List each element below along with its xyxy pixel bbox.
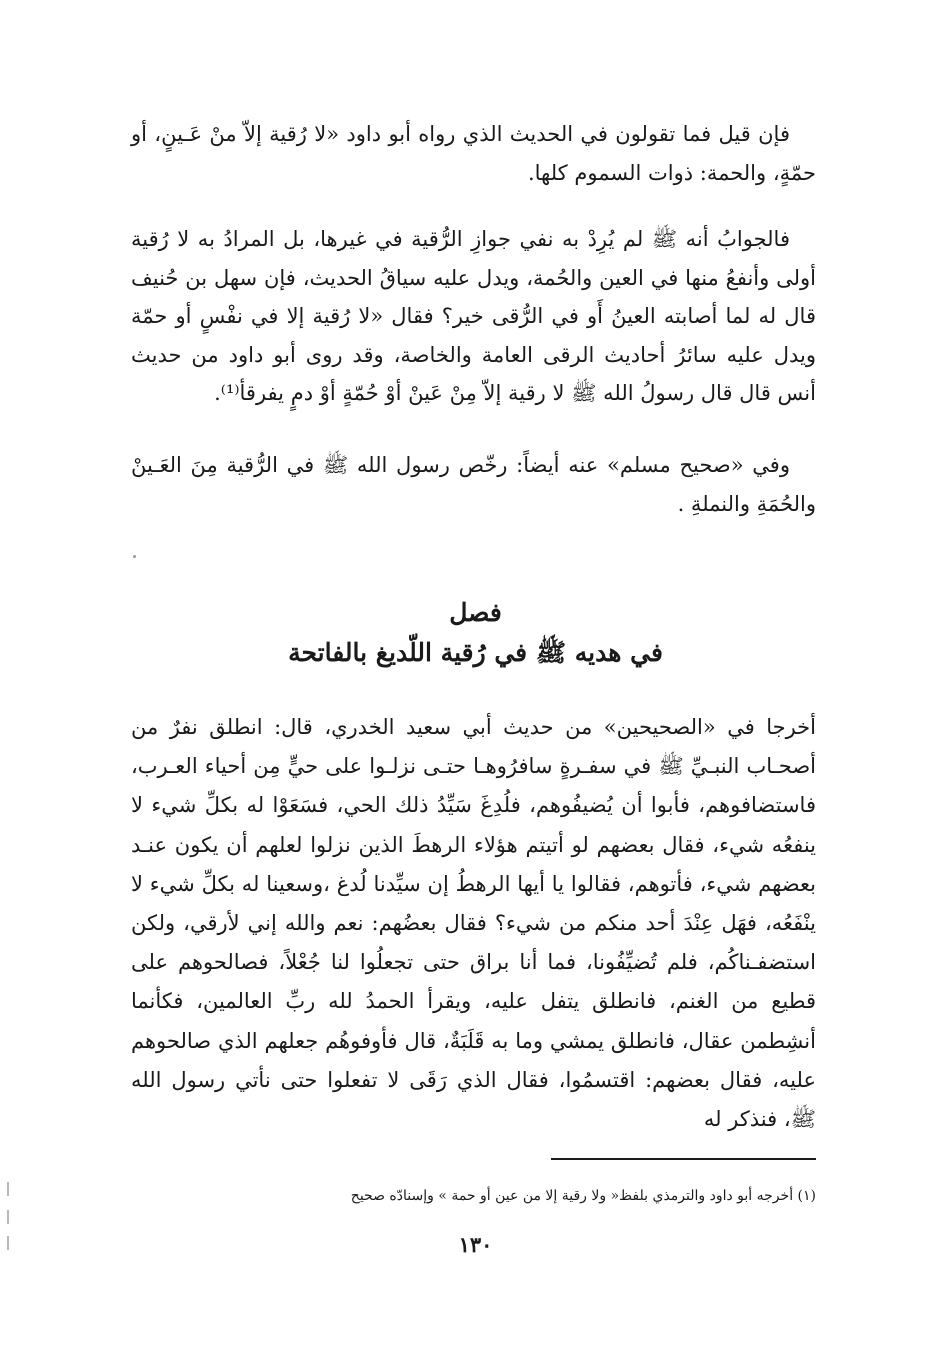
paragraph-text: وفي «صحيح مسلم» عنه أيضاً: رخّص رسول الله ﷺ في الرُّقية مِنَ العَـينْ والحُمَةِ والنملةِ . xyxy=(131,453,816,516)
section-heading xyxy=(0,593,951,673)
scan-margin-mark xyxy=(7,1236,9,1250)
footnote-divider xyxy=(551,1158,816,1160)
page-number: ١٣٠ xyxy=(458,1232,493,1257)
paragraph-answer xyxy=(131,220,816,413)
scan-margin-mark xyxy=(7,1182,9,1196)
paragraph-text: فالجوابُ أنه ﷺ لم يُرِدْ به نفي جوازِ الرُّقية في غيرها، بل المرادُ به لا رُقية أولى وأنفعُ منها في العين والحُمة، ويدل عليه سياقُ الحديث، فإن سهل بن حُنيف قال له لما أصابته العينُ أَو في الرُّقى خير؟ فقال «لا رُقية إلا في نفْسٍ أو حمّة ويدل عليه سائرُ أحاديث الرقى العامة والخاصة، وقد روى أبو داود من حديث أنس قال قال رسولُ الله ﷺ لا رقية إلاّ مِنْ عَينْ أوْ حُمّةٍ أوْ دمٍ يفرقأ⁽¹⁾. xyxy=(131,227,816,405)
scan-margin-mark xyxy=(7,1210,9,1224)
footnote: (١) أخرجه أبو داود والترمذي بلفظ« ولا رقية إلا من عين أو حمة » وإسنادّه صحيح xyxy=(350,1188,816,1204)
paragraph-question xyxy=(131,115,816,192)
section-title: فصل xyxy=(449,598,502,627)
paragraph-sahih-muslim xyxy=(131,446,816,523)
section-subtitle: في هديه ﷺ في رُقية اللّديغ بالفاتحة xyxy=(288,638,663,667)
scan-speck xyxy=(133,555,136,558)
paragraph-hadith xyxy=(131,708,816,1139)
paragraph-text: فإن قيل فما تقولون في الحديث الذي رواه أبو داود «لا رُقية إلاّ منْ عَـينٍ، أو حمّةٍ، والحمة: ذوات السموم كلها. xyxy=(131,122,816,185)
paragraph-text: أخرجا في «الصحيحين» من حديث أبي سعيد الخدري، قال: انطلق نفرٌ من أصحـاب النبـيِّ ﷺ في سفـرةٍ سافرُوهـا حتـى نزلـوا على حيٍّ مِن أحياء العـرب، فاستضافوهم، فأبوا أن يُضيفُوهم، فلُدِغَ سَيِّدُ ذلك الحي، فسَعَوْا له بكلِّ شيء لا ينفعُه شيء، فقال بعضهم لو أتيتم هؤلاء الرهطَ الذين نزلوا لعلهم أن يكون عنـد بعضهم شيء، فأتوهم، فقالوا يا أيها الرهطُ إن سيِّدنا لُدغ ،وسعينا له بكلِّ شيء لا ينْفَعُه، فهَل عِنْدَ أحد منكم من شيء؟ فقال بعضُهم: نعم والله إني لأرقي، ولكن استضفـناكُم، فلم تُضيِّفُونا، فما أنا براق حتى تجعلُوا لنا جُعْلاً، فصالحوهم على قطيع من الغنم، فانطلق يتفل عليه، ويقرأ الحمدُ لله ربِّ العالمين، فكأنما أنشِطمن عقال، فانطلق يمشي وما به قَلَبَةٌ، قال فأوفوهُم جعلهم الذي صالحوهم عليه، فقال بعضهم: اقتسمُوا، فقال الذي رَقَى لا تفعلوا حتى نأتي رسول الله ﷺ، فنذكر له xyxy=(131,715,816,1132)
